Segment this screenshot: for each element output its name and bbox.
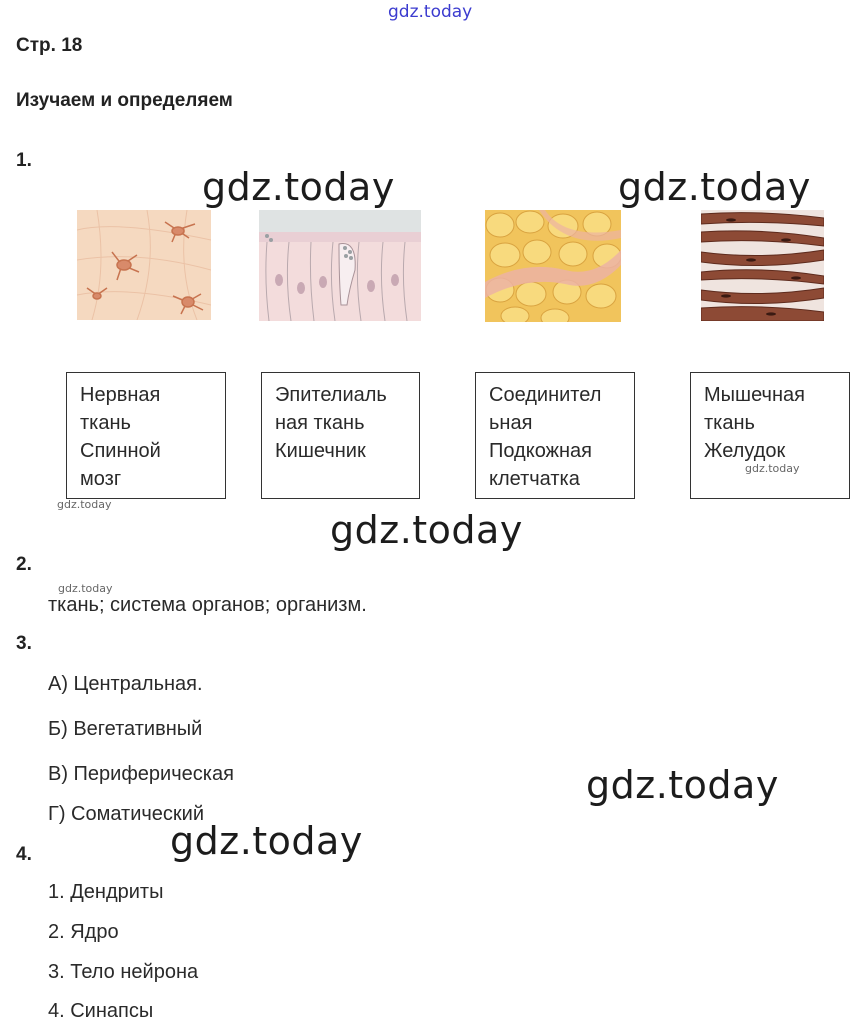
watermark-small-3: gdz.today (58, 582, 113, 595)
watermark-1: gdz.today (202, 165, 395, 209)
section-title: Изучаем и определяем (16, 90, 233, 111)
box-line: ная ткань (275, 412, 365, 434)
task-4-item: 1. Дендриты (48, 881, 164, 903)
box-line: Подкожная (489, 440, 592, 462)
watermark-small-1: gdz.today (745, 462, 800, 475)
task-4-item: 2. Ядро (48, 921, 119, 943)
box-line: Желудок (704, 440, 786, 462)
tissue-box-muscle (690, 372, 850, 499)
top-watermark: gdz.today (388, 2, 473, 22)
box-line: Соединител (489, 384, 602, 406)
watermark-4: gdz.today (586, 763, 779, 807)
box-line: ткань (704, 412, 755, 434)
box-line: Кишечник (275, 440, 366, 462)
task-3-item: Г) Соматический (48, 803, 205, 825)
box-line: клетчатка (489, 468, 580, 490)
watermark-2: gdz.today (618, 165, 811, 209)
tissue-box-connective (475, 372, 635, 499)
box-line: Нервная (80, 384, 161, 406)
task-4-item: 4. Синапсы (48, 1000, 154, 1022)
box-line: ьная (489, 412, 533, 434)
box-line: Спинной (80, 440, 161, 462)
muscle-tissue-image (701, 210, 824, 321)
page-title: Стр. 18 (16, 35, 83, 56)
task-3-item: В) Периферическая (48, 763, 234, 785)
epithelial-tissue-image (259, 210, 421, 321)
task-1-number: 1. (16, 150, 32, 171)
box-line: Мышечная (704, 384, 805, 406)
task-3-item: А) Центральная. (48, 673, 203, 695)
task-2-answer: ткань; система органов; организм. (48, 594, 367, 616)
task-3-number: 3. (16, 633, 32, 654)
nerve-tissue-image (77, 210, 211, 320)
task-2-number: 2. (16, 554, 32, 575)
watermark-3: gdz.today (330, 508, 523, 552)
connective-tissue-image (485, 210, 621, 322)
watermark-small-2: gdz.today (57, 498, 112, 511)
task-3-item: Б) Вегетативный (48, 718, 203, 740)
box-line: Эпителиаль (275, 384, 387, 406)
task-4-number: 4. (16, 844, 32, 865)
task-4-item: 3. Тело нейрона (48, 961, 199, 983)
tissue-box-epithelial (261, 372, 420, 499)
box-line: ткань (80, 412, 131, 434)
box-line: мозг (80, 468, 122, 490)
watermark-5: gdz.today (170, 819, 363, 863)
tissue-box-nerve (66, 372, 226, 499)
